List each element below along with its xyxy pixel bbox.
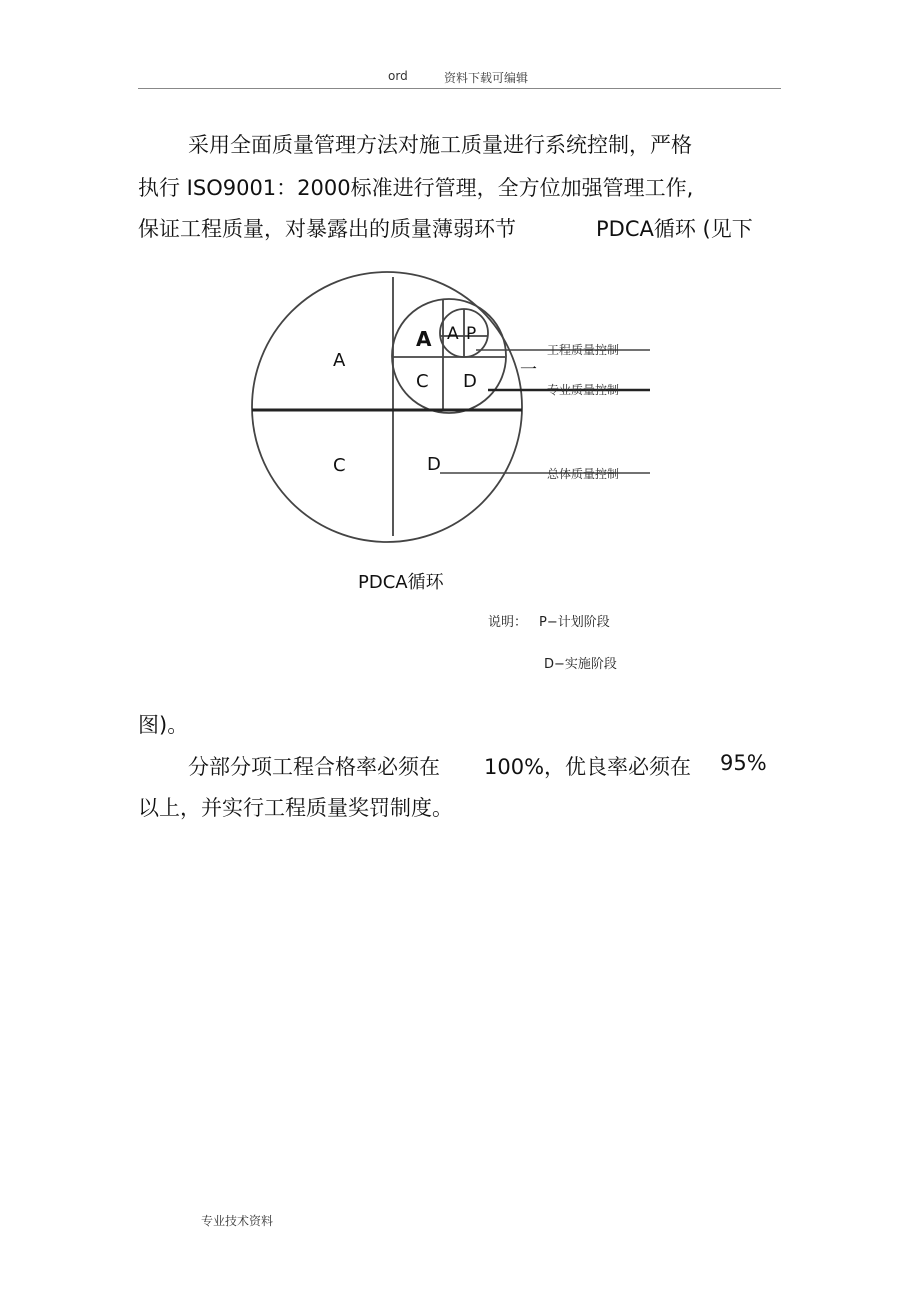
label-mid-c: C	[416, 371, 429, 392]
dash-mark: 一	[520, 360, 537, 380]
label-big-a: A	[333, 350, 346, 371]
pdca-outer-circle	[252, 272, 522, 542]
paragraph2-line1b: 100%，优良率必须在	[484, 755, 692, 779]
label-mid-a: A	[416, 327, 432, 351]
callout-label-engineering: 工程质量控制	[547, 343, 620, 357]
header-right: 资料下载可编辑	[444, 71, 529, 85]
label-big-d: D	[427, 454, 441, 475]
paragraph1-line1: 采用全面质量管理方法对施工质量进行系统控制，严格	[188, 133, 692, 157]
paragraph1-line3a: 保证工程质量，对暴露出的质量薄弱环节	[138, 217, 516, 241]
paragraph1-line2: 执行 ISO9001：2000标准进行管理，全方位加强管理工作,	[138, 176, 694, 200]
label-mid-d: D	[463, 371, 477, 392]
header-left: ord	[388, 69, 408, 83]
label-small-p: P	[466, 324, 477, 344]
paragraph2-line1c: 95%	[720, 751, 767, 775]
paragraph2-line1a: 分部分项工程合格率必须在	[188, 755, 440, 779]
legend-item-p: P−计划阶段	[539, 615, 610, 630]
legend-prefix: 说明：	[488, 615, 528, 630]
callout-label-professional: 专业质量控制	[547, 383, 620, 397]
diagram-caption: PDCA循环	[358, 572, 444, 593]
footer: 专业技术资料	[201, 1214, 274, 1228]
label-small-a: A	[447, 324, 459, 344]
pdca-middle-circle	[392, 299, 506, 413]
paragraph1-end: 图)。	[138, 713, 189, 737]
legend-item-d: D−实施阶段	[544, 657, 617, 672]
paragraph1-line3b: PDCA循环 (见下	[596, 217, 753, 241]
paragraph2-line2: 以上，并实行工程质量奖罚制度。	[138, 796, 453, 820]
label-big-c: C	[333, 455, 346, 476]
callout-label-overall: 总体质量控制	[547, 467, 620, 481]
